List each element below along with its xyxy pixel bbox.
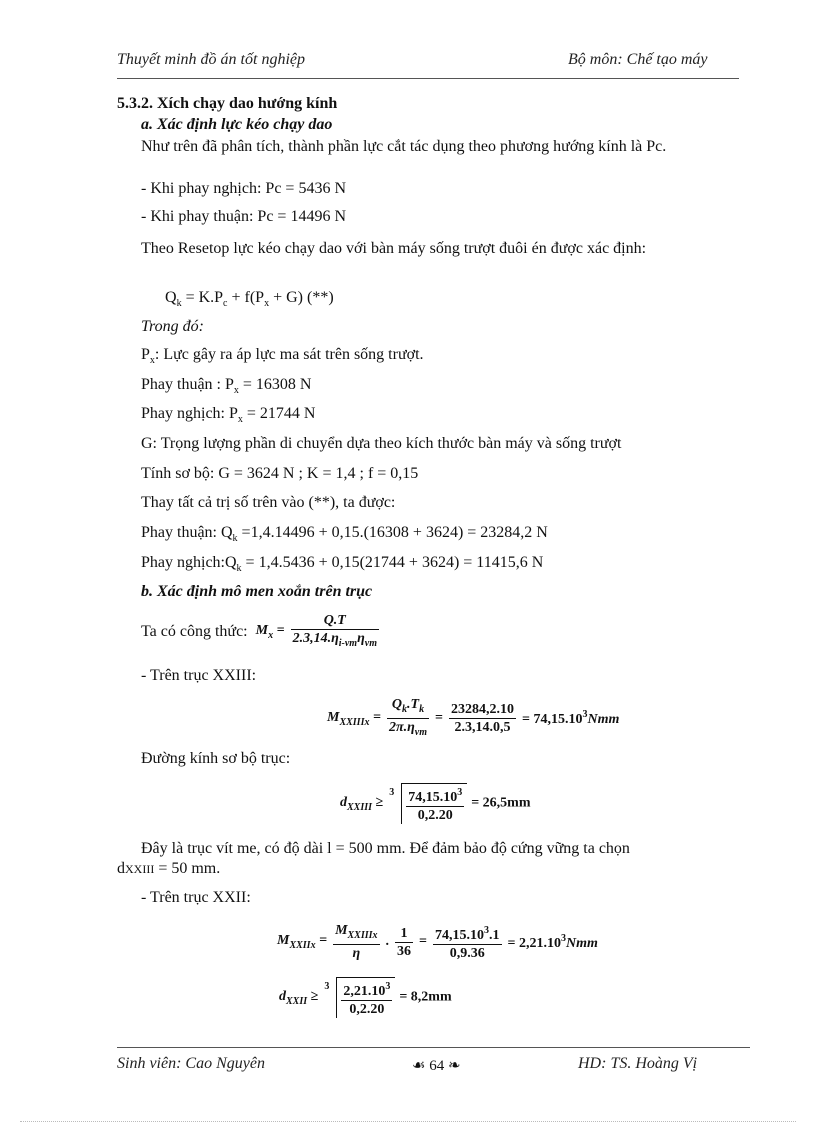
header-department: Bộ môn: Chế tạo máy (568, 51, 708, 68)
trong-do-label: Trong đó: (141, 318, 204, 335)
qk-climb-result: Phay thuận: $Q_k =1,4.14496 + 0,15.(16308 + 3624) = 23284,2$ N (141, 524, 548, 544)
qk-reverse-result: Phay $nghịch:Q_k = 1,4.5436 + 0,15(21744 + 3624) = 11415,6$ N (141, 554, 544, 574)
torque-formula-line: Ta có công thức: $M_x$ = $\frac{Q.T}{2.3,14.\eta_{i-vm}\eta_{vm}}$ (141, 612, 381, 652)
diameter-xxii-equation: $d_{XXII}$ ≥ 3 $\frac{2,21.10^3}{0,2.20}$ = 8,2mm (279, 977, 452, 1018)
px-climb-value: Phay thuận : $P_x = 16308$ N (141, 376, 312, 396)
header-rule (117, 78, 739, 79)
shaft-xxiii-label: - Trên trục XXIII: (141, 667, 257, 684)
diameter-xxiii-equation: $d_{XXIII}$ ≥ 3 $\frac{74,15.10^3}{0,2.20}$ = 26,5mm (340, 783, 531, 824)
lead-screw-paragraph: Đây là trục vít me, có độ dài l = 500 mm. Để đảm bảo độ cứng vững ta chọn (141, 840, 630, 857)
fleuron-right-icon: ❧ (447, 1058, 461, 1074)
page-edge (20, 1121, 796, 1122)
fleuron-left-icon: ☙ (412, 1058, 426, 1074)
intro-paragraph: Như trên đã phân tích, thành phần lực cắt tác dụng theo phương hướng kính là Pc. (141, 138, 667, 155)
torque-xxii-equation: $M_{XXIIx}$ = $\frac{M_{XXIIIx}}{\eta}$ . $\frac{1}{36}$ = $\frac{74,15.10^3.1}{0,9.36}$ = $2,21.10^3Nmm$ (277, 923, 598, 961)
footer-student: Sinh viên: Cao Nguyên (117, 1055, 265, 1072)
px-reverse-value: Phay nghịch: $P_x = 21744$ N (141, 405, 316, 425)
footer-rule (117, 1047, 750, 1048)
g-definition: G: Trọng lượng phần di chuyển dựa theo kích thước bàn máy và sống trượt (141, 435, 622, 452)
subsection-b-title: b. Xác định mô men xoắn trên trục (141, 583, 373, 600)
header-title: Thuyết minh đồ án tốt nghiệp (117, 51, 305, 68)
substitute-line: Thay tất cả trị số trên vào (**), ta được: (141, 494, 396, 511)
px-definition: $P_x$: Lực gây ra áp lực ma sát trên sống trượt. (141, 346, 424, 366)
pc-reverse-milling: - Khi phay nghịch: Pc = 5436 N (141, 180, 346, 197)
pc-climb-milling: - Khi phay thuận: Pc = 14496 N (141, 208, 346, 225)
torque-xxiii-equation: $M_{XXIIIx}$ = $\frac{Q_k.T_k}{2\pi.\eta_{vm}}$ = $\frac{23284,2.10}{2.3,14.0,5}$ = $74,15.10^3Nmm$ (327, 697, 620, 738)
shaft-xxii-label: - Trên trục XXII: (141, 889, 251, 906)
subsection-a-title: a. Xác định lực kéo chạy dao (141, 116, 333, 133)
lead-screw-choice: dXXIII = 50 mm. (117, 860, 221, 877)
resetop-paragraph: Theo Resetop lực kéo chạy dao với bàn máy sống trượt đuôi én được xác định: (141, 240, 647, 257)
page-number: ☙ 64 ❧ (412, 1058, 461, 1074)
section-title: 5.3.2. Xích chạy dao hướng kính (117, 95, 338, 112)
diameter-label: Đường kính sơ bộ trục: (141, 750, 291, 767)
footer-advisor: HD: TS. Hoàng Vị (578, 1055, 698, 1072)
torque-fraction: $\frac{Q.T}{2.3,14.\eta_{i-vm}\eta_{vm}}$ (292, 613, 377, 649)
feed-force-equation: $Q_k = K.P_c + f(P_x + G)$ (**) (165, 289, 334, 309)
preliminary-values: Tính sơ bộ: G = 3624 N ; K = 1,4 ; f = 0,15 (141, 465, 419, 482)
